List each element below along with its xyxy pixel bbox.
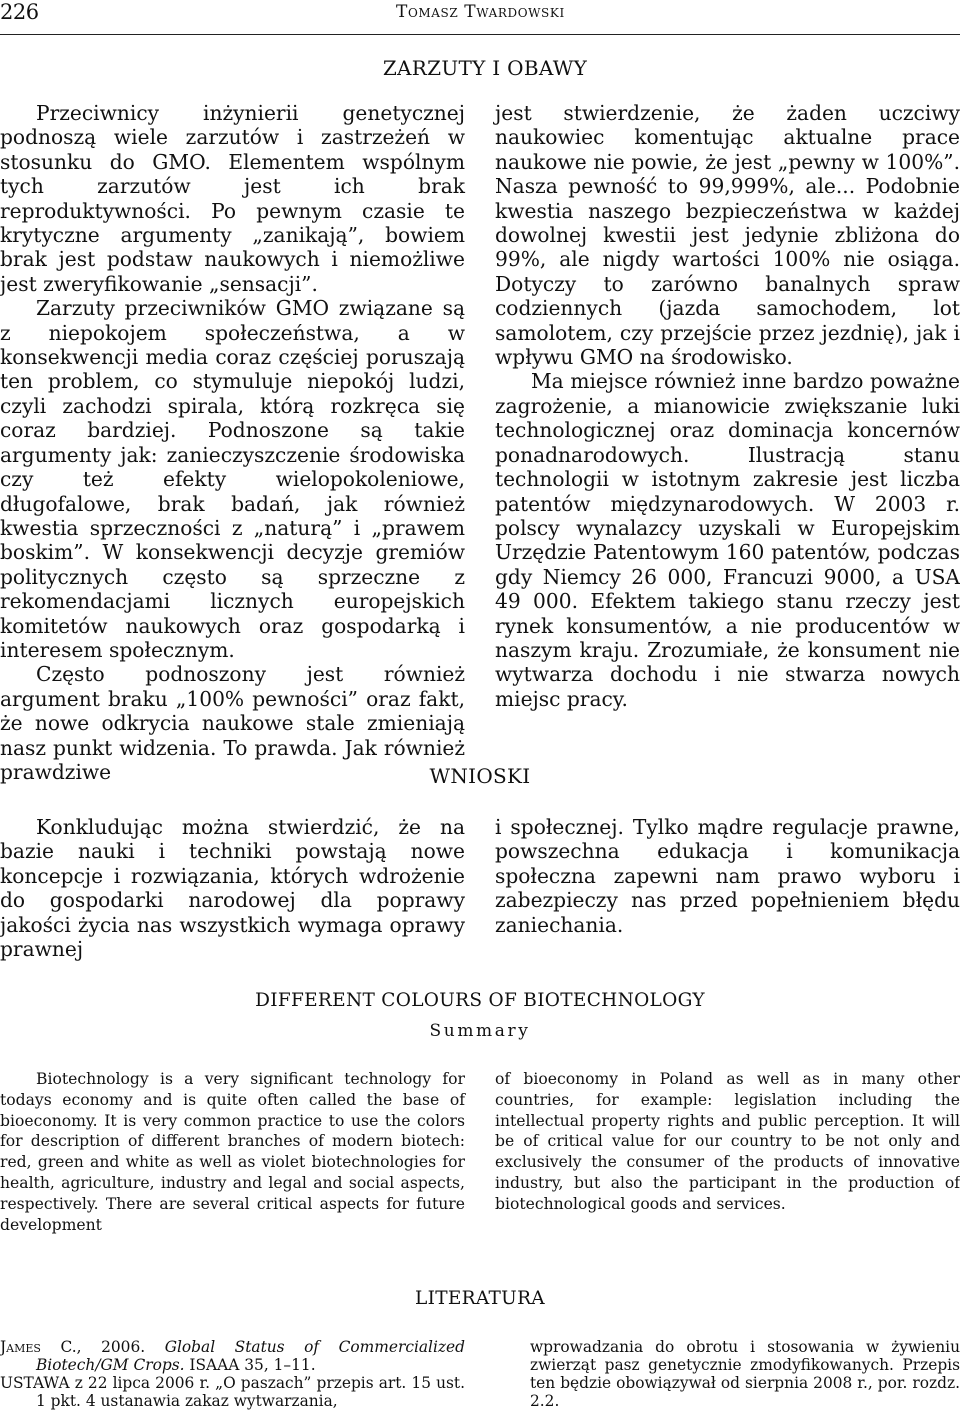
paragraph: i społecznej. Tylko mądre regulacje prawne, powszechna edukacja i komunikacja społeczna zapewni nam prawo wyboru i zabezpieczy nas przed popełnieniem błędu zaniechania. [495,815,960,937]
paragraph: Biotechnology is a very significant technology for todays economy and is quite often called the base of bioeconomy. It is very common practice to use the colors for description of different branches of modern biotech: red, green and white as well as violet biotechnologies for health, agriculture, industry and legal and social aspects, respectively. There are several critical aspects for future development [0,1070,465,1234]
reference-item: USTAWA z 22 lipca 2006 r. „O paszach” przepis art. 15 ust. 1 pkt. 4 ustanawia zakaz wytwarzania, [0,1374,465,1410]
section1-right-column [495,101,960,711]
paragraph: Często podnoszony jest również argument braku „100% pewności” oraz fakt, że nowe odkrycia naukowe stale zmieniają nasz punkt widzenia. To prawda. Jak również prawdziwe [0,662,465,784]
page-number: 226 [0,0,39,24]
reference-item [0,1338,465,1374]
paragraph: Ma miejsce również inne bardzo poważne zagrożenie, a mianowicie zwiększanie luki technologicznej oraz dominacja koncernów ponadnarodowych. Ilustracją stanu technologii w istotnym zakresie jest liczba patentów międzynarodowych. W 2003 r. polscy wynalazcy uzyskali w Europejskim Urzędzie Patentowym 160 patentów, podczas gdy Niemcy 26 000, Francuzi 9000, a USA 49 000. Efektem takiego stanu rzeczy jest rynek konsumentów, a nie producentów w naszym kraju. Zrozumiałe, że konsument nie wytwarza dochodu i nie stwarza nowych miejsc pracy. [495,369,960,711]
section-title-wnioski: WNIOSKI [429,764,531,788]
header-rule [0,34,960,35]
references-right-column [530,1338,960,1410]
section1-left-column [0,101,465,784]
summary-subtitle: Summary [429,1021,531,1041]
paragraph: Przeciwnicy inżynierii genetycznej podnoszą wiele zarzutów i zastrzeżeń w stosunku do GMO. Elementem wspólnym tych zarzutów jest ich brak reproduktywności. Po pewnym czasie te krytyczne argumenty „zanikają”, bowiem brak jest podstaw naukowych i niemożliwe jest zweryfikowanie „sensacji”. [0,101,465,296]
running-head-author: Tomasz Twardowski [396,2,565,22]
references-left-column [0,1338,465,1410]
reference-title: Global Status of Commercialized Biotech/GM Crops. [36,1338,465,1374]
section2-right-column [495,815,960,937]
section2-left-column [0,815,465,961]
summary-right-column [495,1069,960,1215]
reference-continuation: wprowadzania do obrotu i stosowania w żywieniu zwierząt pasz genetycznie zmodyfikowanych. Przepis ten będzie obowiązywał od sierpnia 2008 r., por. rozdz. 2.2. [530,1338,960,1410]
paragraph: Zarzuty przeciwników GMO związane są z niepokojem społeczeństwa, a w konsekwencji media coraz częściej poruszają ten problem, co stymuluje niepokój ludzi, czyli zachodzi spirala, którą rozkręca się coraz bardziej. Podnoszone są takie argumenty jak: zanieczyszczenie środowiska czy też efekty wielopokoleniowe, długofalowe, brak badań, jak również kwestia sprzeczności z „naturą” i „prawem boskim”. W konsekwencji decyzje gremiów politycznych często są sprzeczne z rekomendacjami licznych europejskich komitetów naukowych oraz gospodarką i interesem społecznym. [0,296,465,662]
reference-year: , 2006. [76,1338,165,1356]
paragraph: Konkludując można stwierdzić, że na bazie nauki i techniki powstają nowe koncepcje i rozwiązania, których wdrożenie do gospodarki narodowej dla poprawy jakości życia nas wszystkich wymaga oprawy prawnej [0,815,465,962]
paragraph: of bioeconomy in Poland as well as in many other countries, for example: legislation including the intellectual property rights and public perception. It will be of critical value for our country to be not only and exclusively the consumer of the products of innovative industry, but also the participant in the production of biotechnological goods and services. [495,1070,960,1213]
summary-title: DIFFERENT COLOURS OF BIOTECHNOLOGY [255,990,705,1011]
page-header [0,0,960,44]
summary-left-column [0,1069,465,1235]
paragraph: jest stwierdzenie, że żaden uczciwy naukowiec komentując aktualne prace naukowe nie powie, że jest „pewny w 100%”. Nasza pewność to 99,999%, ale... Podobnie kwestia naszego bezpieczeństwa w każdej dowolnej kwestii jest jedynie zbliżona do 99%, ale nigdy wartości 100% nie osiąga. Dotyczy to zarówno banalnych spraw codziennych (jazda samochodem, lot samolotem, czy przejście przez jezdnię), jak i wpływu GMO na środowisko. [495,101,960,370]
literature-title: LITERATURA [415,1288,545,1309]
reference-source: ISAAA 35, 1–11. [184,1356,316,1374]
reference-author: James C. [0,1338,77,1356]
section-title-zarzuty: ZARZUTY I OBAWY [382,56,588,80]
